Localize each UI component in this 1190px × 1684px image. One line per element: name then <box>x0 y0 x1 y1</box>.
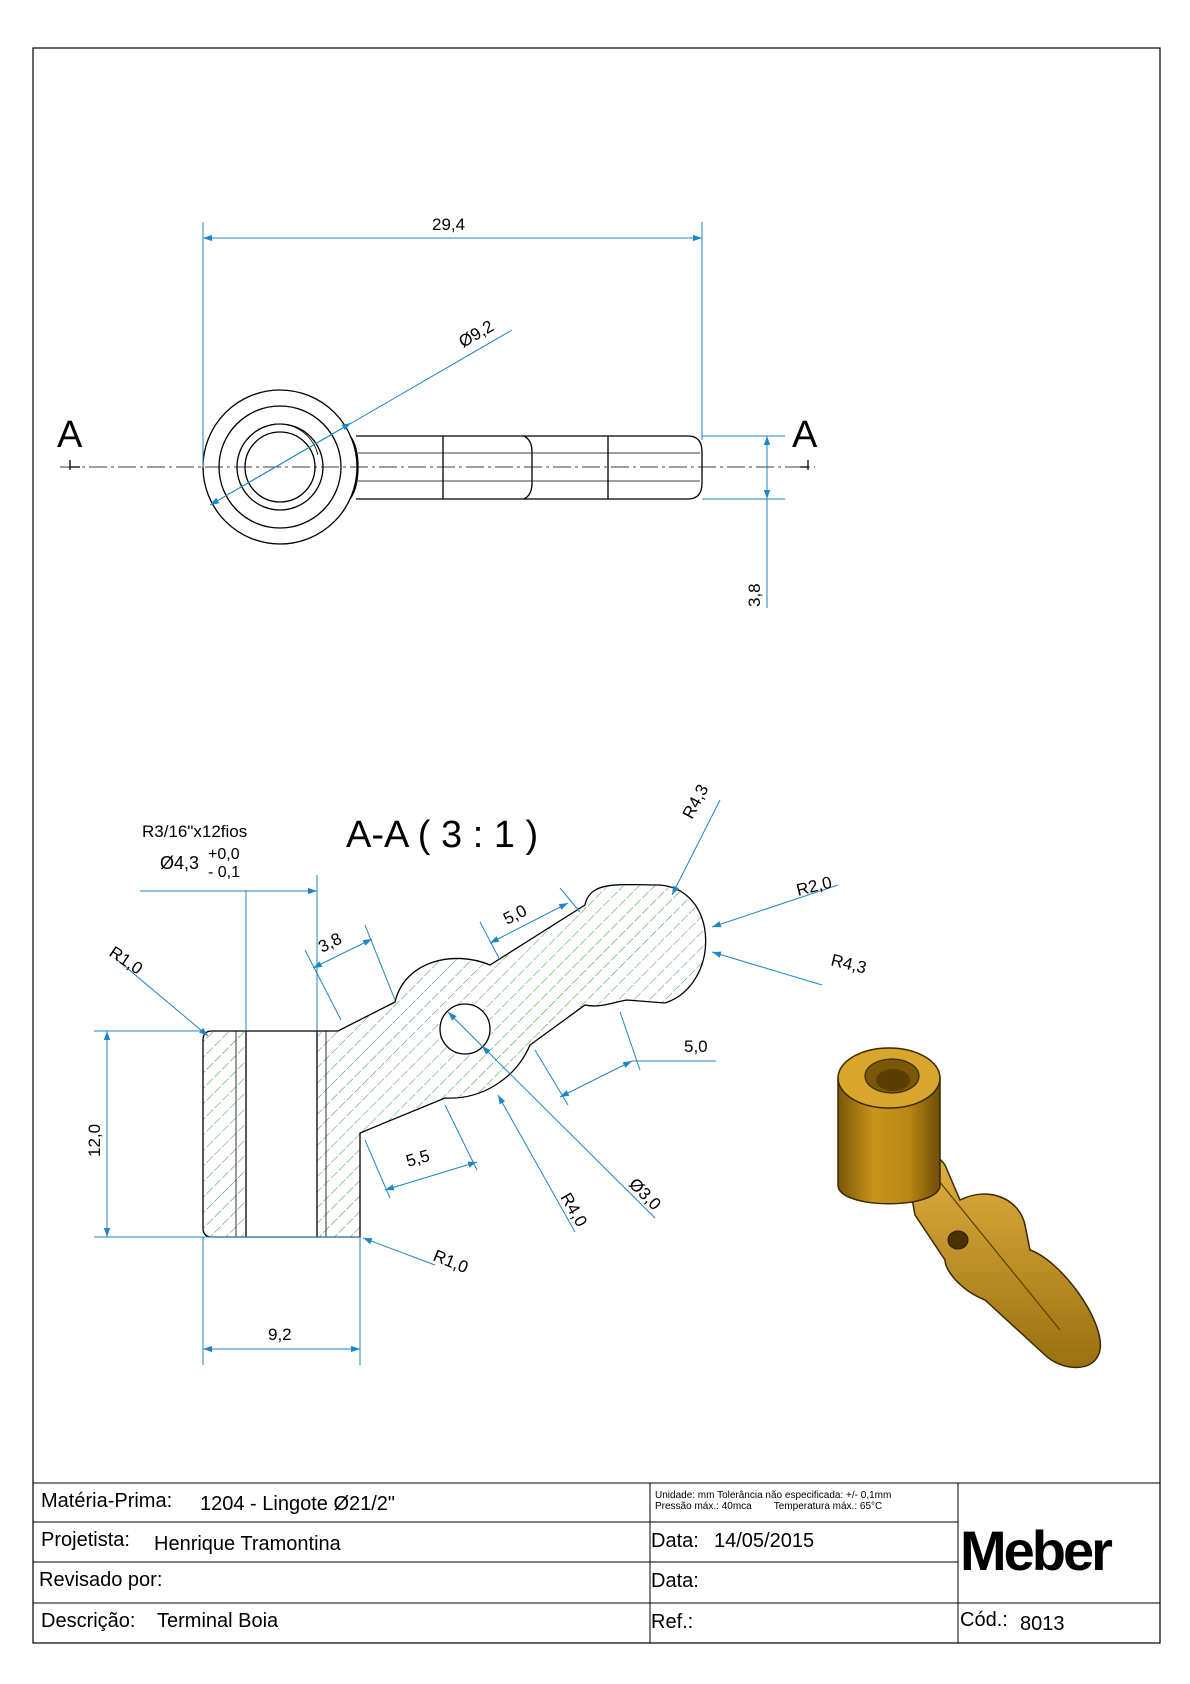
section-title: A-A ( 3 : 1 ) <box>346 814 539 856</box>
section-mark-right: A <box>792 414 818 456</box>
date-label: Data: <box>651 1530 699 1552</box>
dim-line-5-0-right <box>560 1061 632 1097</box>
ext-line <box>365 925 395 1000</box>
dim-r4-3-top: R4,3 <box>678 781 713 822</box>
iso-arm-hole <box>948 1231 968 1249</box>
thread-diameter: Ø4,3 <box>160 853 200 873</box>
ext-line <box>480 922 500 960</box>
section-mark-left: A <box>57 414 83 456</box>
code-label: Cód.: <box>960 1609 1008 1631</box>
notes-line-1: Unidade: mm Tolerância não especificada: +/- 0,1mm <box>655 1490 892 1501</box>
ext-line <box>535 1050 568 1105</box>
ref-label: Ref.: <box>651 1611 694 1633</box>
dim-9-2-bottom: 9,2 <box>268 1325 292 1344</box>
dim-line-5-5 <box>385 1162 477 1190</box>
ext-line <box>365 1140 390 1198</box>
dim-r1-0-bottom: R1,0 <box>430 1246 471 1278</box>
date-value: 14/05/2015 <box>714 1530 815 1552</box>
dim-r1-0-top: R1,0 <box>105 942 147 979</box>
section-view <box>85 781 868 1365</box>
material-label: Matéria-Prima: <box>41 1490 173 1512</box>
code-value: 8013 <box>1020 1613 1065 1635</box>
material-value: 1204 - Lingote Ø21/2" <box>200 1493 396 1515</box>
reviewed-label: Revisado por: <box>39 1569 163 1591</box>
section-left-wall <box>203 1031 246 1237</box>
ext-line <box>445 1105 477 1170</box>
dim-29-4: 29,4 <box>432 215 466 234</box>
leader-r4-0 <box>498 1095 575 1232</box>
ext-line <box>305 950 341 1020</box>
dim-r4-3-right: R4,3 <box>829 950 869 978</box>
dim-5-0-right: 5,0 <box>684 1037 708 1056</box>
notes-line-2: Pressão máx.: 40mca Temperatura máx.: 65°C <box>655 1501 883 1512</box>
description-value: Terminal Boia <box>157 1610 279 1632</box>
dim-r2-0: R2,0 <box>794 872 834 900</box>
dim-5-0-top: 5,0 <box>500 900 530 929</box>
arm-seg <box>524 436 532 499</box>
meber-logo: Meber <box>960 1519 1110 1582</box>
leader-r1-bottom <box>363 1238 435 1265</box>
date2-label: Data: <box>651 1570 699 1592</box>
designer-label: Projetista: <box>41 1529 130 1551</box>
dim-3-8: 3,8 <box>315 928 345 957</box>
leader-r4-3-right <box>712 952 822 985</box>
thread-label: R3/16"x12fios <box>142 822 248 841</box>
dim-line-diameter <box>210 423 351 505</box>
tolerance-lower: - 0,1 <box>208 864 241 881</box>
ext-line <box>560 888 580 912</box>
top-view <box>57 215 818 608</box>
dim-5-5: 5,5 <box>403 1146 432 1171</box>
arm-outline <box>356 436 702 499</box>
dim-r4-0: R4,0 <box>556 1189 591 1231</box>
dim-12-0: 12,0 <box>85 1123 104 1157</box>
tolerance-upper: +0,0 <box>208 846 240 863</box>
description-label: Descrição: <box>41 1610 136 1632</box>
dim-3-8-top: 3,8 <box>745 583 764 607</box>
dim-diameter-3-0: Ø3,0 <box>625 1174 665 1214</box>
designer-value: Henrique Tramontina <box>154 1533 341 1555</box>
sheet-border <box>33 48 1160 1643</box>
iso-cylinder-bore-inner <box>876 1069 910 1091</box>
ext-line <box>620 1012 640 1070</box>
dim-diameter-9-2: Ø9,2 <box>455 316 497 352</box>
isometric-view <box>838 1048 1100 1368</box>
